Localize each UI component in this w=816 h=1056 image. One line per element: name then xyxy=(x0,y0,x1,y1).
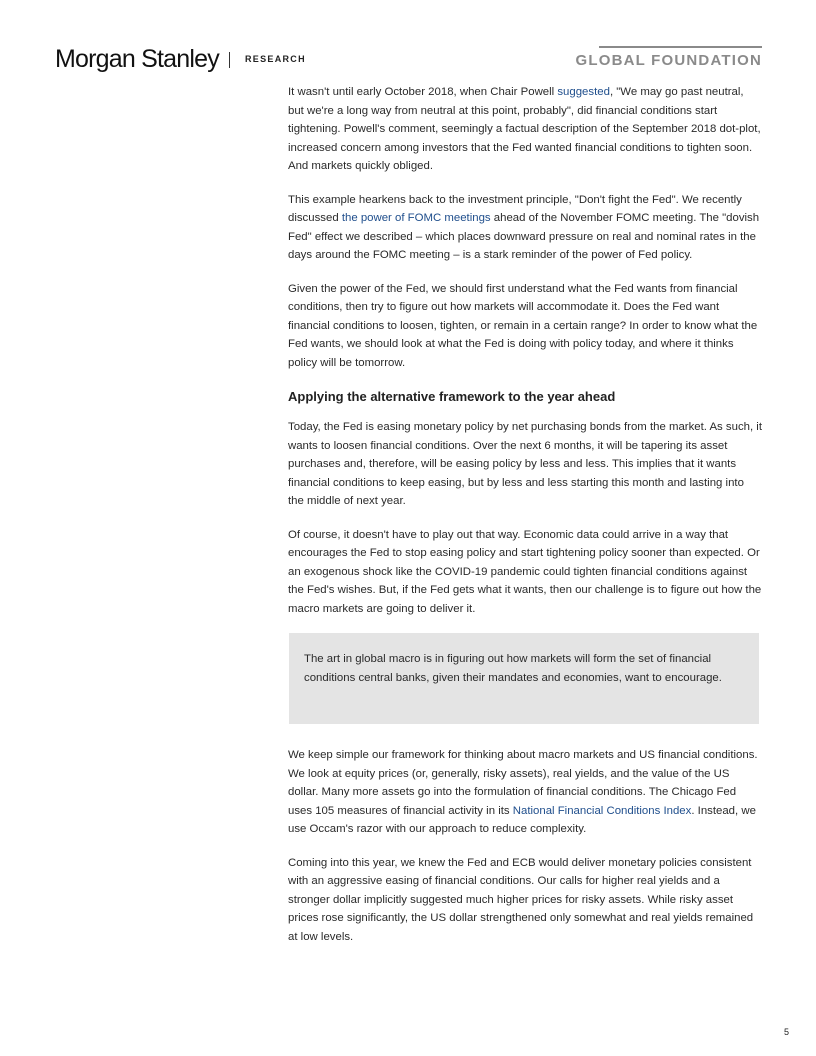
paragraph-text: , "We may go past neutral, but we're a long way from neutral at this point, probably", did financial conditions start tightening. Powell's comment, seemingly a factual description of the September 2018 dot-plot, increased concern among investors that the Fed wanted financial conditions to tighten soon. And markets quickly obliged. xyxy=(288,86,761,172)
suggested-link[interactable]: suggested xyxy=(557,86,610,98)
section-heading: Applying the alternative framework to the year ahead xyxy=(288,389,616,404)
pull-quote-text: The art in global macro is in figuring out how markets will form the set of financial conditions central banks, given their mandates and economies, want to encourage. xyxy=(304,653,722,684)
pull-quote-box xyxy=(289,633,759,724)
section-label: RESEARCH xyxy=(245,54,306,64)
paragraph-5: Of course, it doesn't have to play out that way. Economic data could arrive in a way that encourages the Fed to stop easing policy and start tightening policy sooner than expected. Or an exogenous shock like the COVID-19 pandemic could tighten financial conditions against the Fed's wishes. But, if the Fed gets what it wants, then our challenge is to figure out how the macro markets are going to deliver it. xyxy=(288,528,762,615)
paragraph-text: ahead of the November FOMC meeting. The "dovish Fed" effect we described – which places downward pressure on real and nominal rates in the days around the FOMC meeting – is a stark reminder of the power of Fed policy. xyxy=(288,212,760,261)
paragraph-7: Coming into this year, we knew the Fed and ECB would deliver monetary policies consistent with an aggressive easing of financial conditions. Our calls for higher real yields and a stronger dollar implicitly suggested much higher prices for risky assets. While risky asset prices rose significantly, the US dollar strengthened only somewhat and real yields remained at low levels. xyxy=(288,856,754,943)
paragraph-text: It wasn't until early October 2018, when Chair Powell xyxy=(288,86,558,98)
paragraph-2 xyxy=(288,191,762,265)
fomc-meetings-link[interactable]: the power of FOMC meetings xyxy=(341,212,491,224)
header-divider xyxy=(229,52,230,68)
paragraph-3: Given the power of the Fed, we should first understand what the Fed wants from financial conditions, then try to figure out how markets will accommodate it. Does the Fed want financial conditions to loosen, tighten, or remain in a certain range? In order to know what the Fed wants, we should look at what the Fed is doing with policy today, and where it thinks policy will be tomorrow. xyxy=(288,282,758,369)
nfci-link[interactable]: National Financial Conditions Index xyxy=(512,804,692,817)
paragraph-text: . Instead, we use Occam's razor with our approach to reduce complexity. xyxy=(288,804,756,835)
paragraph-1 xyxy=(288,83,762,176)
paragraph-6 xyxy=(288,746,762,839)
paragraph-text: We keep simple our framework for thinking about macro markets and US financial conditions. We look at equity prices (or, generally, risky assets), real yields, and the value of the US dollar. Many more assets go into the formulation of financial conditions. The Chicago Fed uses 105 measures of financial activity in its xyxy=(288,749,758,817)
series-brand: GLOBAL FOUNDATION xyxy=(575,52,762,69)
brand-rule xyxy=(599,46,762,48)
morgan-stanley-logo: Morgan Stanley xyxy=(55,45,219,73)
paragraph-text: This example hearkens back to the investment principle, "Don't fight the Fed". We recently discussed xyxy=(288,193,742,224)
article-body xyxy=(288,83,762,961)
paragraph-4: Today, the Fed is easing monetary policy by net purchasing bonds from the market. As such, it wants to loosen financial conditions. Over the next 6 months, it will be tapering its asset purchases and, therefore, will be easing policy by less and less. This implies that it wants financial conditions to keep easing, but by less and less starting this month and lasting into the middle of next year. xyxy=(288,421,763,507)
page-number: 5 xyxy=(783,1027,789,1037)
page-header xyxy=(55,44,762,74)
